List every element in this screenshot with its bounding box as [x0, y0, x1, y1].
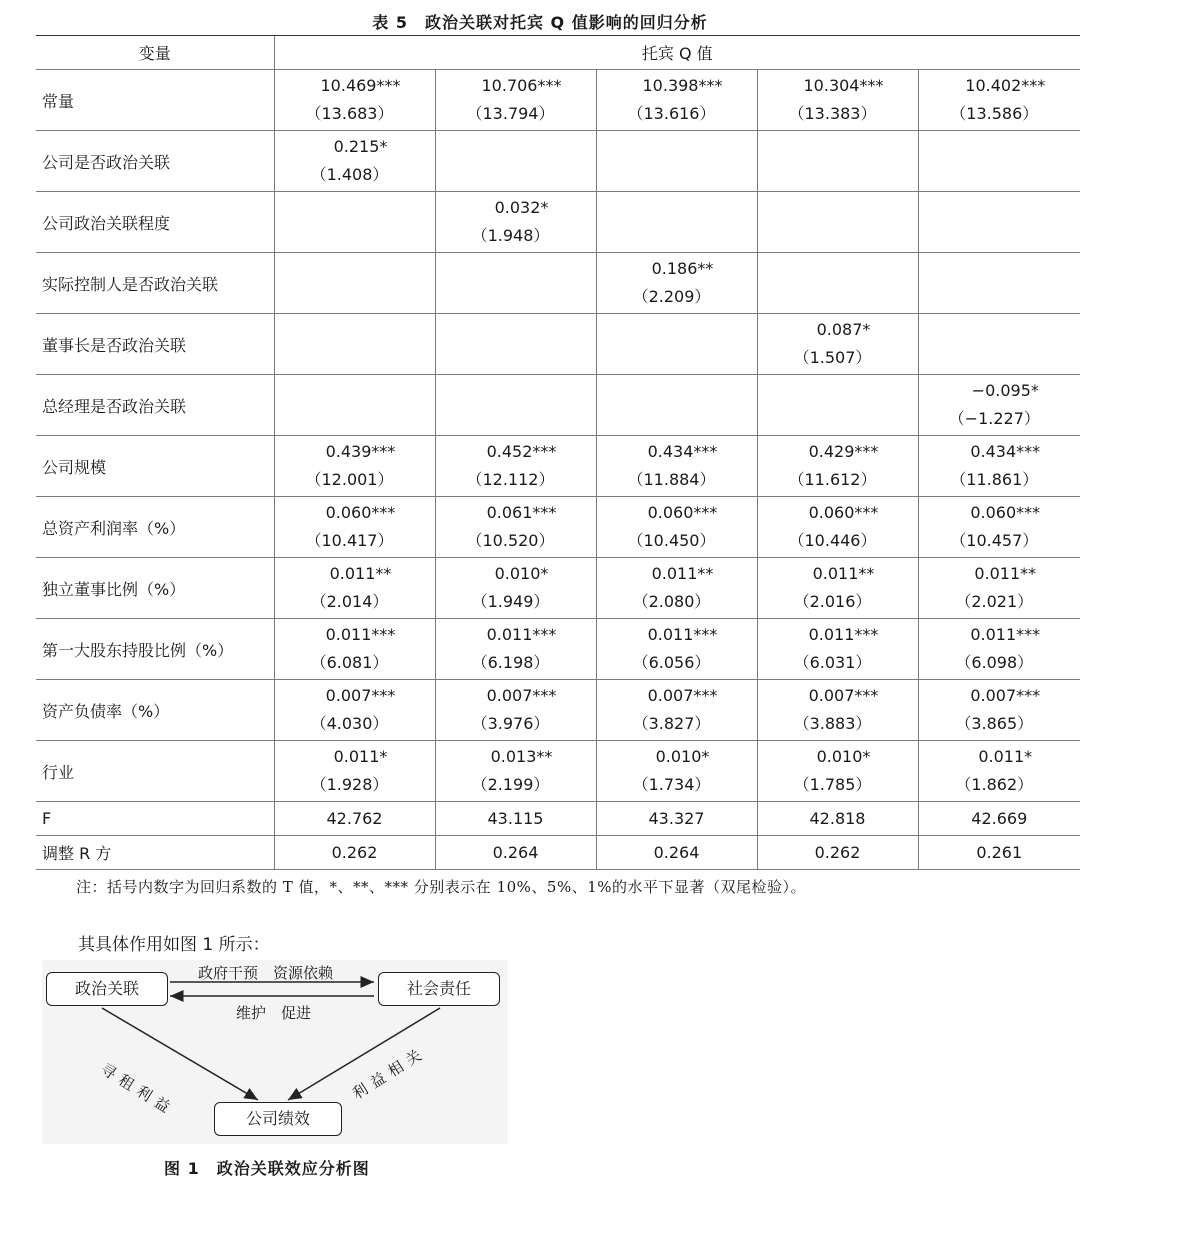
coefficient-value: 0.011*** — [647, 625, 718, 644]
table-row — [36, 680, 1080, 741]
stat-row — [36, 802, 1080, 836]
coefficient-cell — [274, 436, 435, 497]
coefficient-value: 0.010* — [494, 564, 549, 583]
variable-label: 第一大股东持股比例（%） — [36, 619, 274, 680]
t-value: （2.080） — [632, 592, 711, 611]
stat-value: 43.327 — [596, 802, 757, 836]
regression-table — [36, 35, 1080, 870]
coefficient-cell — [596, 436, 757, 497]
t-value: （10.520） — [466, 531, 555, 550]
variable-label: 总资产利润率（%） — [36, 497, 274, 558]
coefficient-value: 0.011* — [978, 747, 1033, 766]
variable-label: 总经理是否政治关联 — [36, 375, 274, 436]
t-value: （6.081） — [310, 653, 389, 672]
coefficient-cell — [918, 131, 1080, 192]
coefficient-cell — [274, 253, 435, 314]
t-value: （13.383） — [788, 104, 877, 123]
coefficient-value: 10.402*** — [965, 76, 1046, 95]
coefficient-value: 10.706*** — [481, 76, 562, 95]
stat-label: F — [36, 802, 274, 836]
coefficient-value: 0.439*** — [325, 442, 396, 461]
intro-text: 其具体作用如图 1 所示： — [78, 935, 270, 955]
coefficient-value: 0.011** — [812, 564, 875, 583]
variable-label: 董事长是否政治关联 — [36, 314, 274, 375]
coefficient-value: 0.032* — [494, 198, 549, 217]
coefficient-cell — [435, 192, 596, 253]
coefficient-cell — [596, 680, 757, 741]
variable-label: 资产负债率（%） — [36, 680, 274, 741]
stat-value: 0.262 — [274, 836, 435, 870]
coefficient-cell — [918, 497, 1080, 558]
coefficient-value: 0.013** — [490, 747, 553, 766]
label-stakeholder: 利益相关 — [349, 1043, 430, 1103]
t-value: （11.884） — [627, 470, 716, 489]
figure-caption: 图 1 政治关联效应分析图 — [164, 1159, 370, 1178]
t-value: （2.021） — [955, 592, 1034, 611]
t-value: （12.001） — [305, 470, 394, 489]
coefficient-cell — [435, 741, 596, 802]
t-value: （13.794） — [466, 104, 555, 123]
coefficient-value: 0.434*** — [970, 442, 1041, 461]
stat-value: 0.262 — [757, 836, 918, 870]
coefficient-cell — [435, 314, 596, 375]
coefficient-cell — [596, 253, 757, 314]
table-row — [36, 131, 1080, 192]
coefficient-cell — [918, 680, 1080, 741]
label-maintain-promote: 维护 促进 — [236, 1004, 312, 1022]
coefficient-value: 10.469*** — [320, 76, 401, 95]
coefficient-value: 0.010* — [655, 747, 710, 766]
t-value: （3.883） — [793, 714, 872, 733]
coefficient-cell — [435, 70, 596, 131]
coefficient-value: 0.007*** — [808, 686, 879, 705]
coefficient-cell — [757, 436, 918, 497]
coefficient-cell — [757, 253, 918, 314]
coefficient-cell — [918, 741, 1080, 802]
stat-value: 42.818 — [757, 802, 918, 836]
coefficient-cell — [274, 497, 435, 558]
table-row — [36, 558, 1080, 619]
t-value: （10.450） — [627, 531, 716, 550]
coefficient-value: 0.010* — [816, 747, 871, 766]
coefficient-value: 0.011* — [333, 747, 388, 766]
coefficient-value: 0.011** — [651, 564, 714, 583]
stat-value: 42.762 — [274, 802, 435, 836]
variable-label: 行业 — [36, 741, 274, 802]
variable-label: 公司规模 — [36, 436, 274, 497]
coefficient-cell — [435, 131, 596, 192]
coefficient-cell — [274, 192, 435, 253]
t-value: （11.861） — [950, 470, 1039, 489]
t-value: （2.209） — [632, 287, 711, 306]
coefficient-value: 0.061*** — [486, 503, 557, 522]
coefficient-cell — [757, 192, 918, 253]
coefficient-cell — [757, 131, 918, 192]
stat-value: 0.261 — [918, 836, 1080, 870]
coefficient-cell — [596, 497, 757, 558]
table-row — [36, 497, 1080, 558]
t-value: （6.031） — [793, 653, 872, 672]
coefficient-cell — [274, 131, 435, 192]
coefficient-value: 10.304*** — [803, 76, 884, 95]
coefficient-cell — [274, 619, 435, 680]
stat-value: 0.264 — [435, 836, 596, 870]
coefficient-value: 10.398*** — [642, 76, 723, 95]
coefficient-value: 0.452*** — [486, 442, 557, 461]
coefficient-cell — [274, 558, 435, 619]
table-note: 注：括号内数字为回归系数的 T 值，*、**、*** 分别表示在 10%、5%、1%的水平下显著（双尾检验）。 — [76, 878, 807, 896]
coefficient-cell — [596, 192, 757, 253]
t-value: （1.862） — [955, 775, 1034, 794]
variable-label: 实际控制人是否政治关联 — [36, 253, 274, 314]
coefficient-cell — [918, 314, 1080, 375]
node-political-connection: 政治关联 — [46, 972, 168, 1006]
table-row — [36, 436, 1080, 497]
table-row — [36, 192, 1080, 253]
coefficient-cell — [435, 436, 596, 497]
coefficient-value: −0.095* — [971, 381, 1039, 400]
coefficient-cell — [918, 375, 1080, 436]
coefficient-value: 0.011** — [329, 564, 392, 583]
t-value: （13.586） — [950, 104, 1039, 123]
coefficient-cell — [757, 375, 918, 436]
t-value: （13.683） — [305, 104, 394, 123]
stat-value: 42.669 — [918, 802, 1080, 836]
table-row — [36, 253, 1080, 314]
label-rent-seeking: 寻租利益 — [97, 1059, 179, 1120]
coefficient-cell — [757, 680, 918, 741]
table-row — [36, 741, 1080, 802]
coefficient-cell — [757, 70, 918, 131]
t-value: （3.976） — [471, 714, 550, 733]
variable-label: 公司政治关联程度 — [36, 192, 274, 253]
coefficient-value: 0.011*** — [970, 625, 1041, 644]
t-value: （10.446） — [788, 531, 877, 550]
coefficient-cell — [918, 436, 1080, 497]
t-value: （2.014） — [310, 592, 389, 611]
coefficient-value: 0.007*** — [486, 686, 557, 705]
coefficient-cell — [596, 741, 757, 802]
coefficient-cell — [918, 192, 1080, 253]
variable-label: 独立董事比例（%） — [36, 558, 274, 619]
coefficient-cell — [757, 619, 918, 680]
node-company-performance: 公司绩效 — [214, 1102, 342, 1136]
t-value: （11.612） — [788, 470, 877, 489]
t-value: （1.408） — [310, 165, 389, 184]
coefficient-value: 0.007*** — [647, 686, 718, 705]
table-row — [36, 70, 1080, 131]
stat-value: 0.264 — [596, 836, 757, 870]
coefficient-cell — [274, 375, 435, 436]
coefficient-cell — [435, 497, 596, 558]
coefficient-value: 0.011*** — [486, 625, 557, 644]
coefficient-cell — [918, 253, 1080, 314]
coefficient-cell — [435, 680, 596, 741]
coefficient-value: 0.060*** — [970, 503, 1041, 522]
coefficient-cell — [757, 314, 918, 375]
coefficient-cell — [757, 497, 918, 558]
coefficient-cell — [918, 558, 1080, 619]
t-value: （1.928） — [310, 775, 389, 794]
coefficient-cell — [274, 741, 435, 802]
coefficient-cell — [274, 314, 435, 375]
coefficient-cell — [757, 558, 918, 619]
header-dependent-variable: 托宾 Q 值 — [274, 36, 1080, 70]
coefficient-cell — [435, 619, 596, 680]
table-row — [36, 619, 1080, 680]
coefficient-value: 0.186** — [651, 259, 714, 278]
t-value: （1.785） — [793, 775, 872, 794]
coefficient-value: 0.007*** — [325, 686, 396, 705]
t-value: （6.056） — [632, 653, 711, 672]
variable-label: 公司是否政治关联 — [36, 131, 274, 192]
coefficient-value: 0.087* — [816, 320, 871, 339]
t-value: （13.616） — [627, 104, 716, 123]
coefficient-value: 0.429*** — [808, 442, 879, 461]
political-connection-diagram — [42, 960, 508, 1144]
t-value: （12.112） — [466, 470, 555, 489]
coefficient-value: 0.215* — [333, 137, 388, 156]
coefficient-cell — [596, 619, 757, 680]
t-value: （1.948） — [471, 226, 550, 245]
header-variable: 变量 — [36, 36, 274, 70]
coefficient-cell — [918, 70, 1080, 131]
coefficient-cell — [918, 619, 1080, 680]
t-value: （3.827） — [632, 714, 711, 733]
table-title: 表 5 政治关联对托宾 Q 值影响的回归分析 — [372, 13, 708, 32]
stat-label: 调整 R 方 — [36, 836, 274, 870]
stat-row — [36, 836, 1080, 870]
t-value: （6.098） — [955, 653, 1034, 672]
t-value: （−1.227） — [948, 409, 1040, 428]
coefficient-cell — [596, 375, 757, 436]
t-value: （2.199） — [471, 775, 550, 794]
coefficient-cell — [435, 375, 596, 436]
table-row — [36, 314, 1080, 375]
t-value: （10.417） — [305, 531, 394, 550]
coefficient-cell — [596, 131, 757, 192]
coefficient-value: 0.011** — [974, 564, 1037, 583]
coefficient-value: 0.434*** — [647, 442, 718, 461]
t-value: （1.734） — [632, 775, 711, 794]
coefficient-cell — [596, 70, 757, 131]
coefficient-value: 0.060*** — [325, 503, 396, 522]
stat-value: 43.115 — [435, 802, 596, 836]
coefficient-cell — [274, 70, 435, 131]
t-value: （4.030） — [310, 714, 389, 733]
node-social-responsibility: 社会责任 — [378, 972, 500, 1006]
t-value: （10.457） — [950, 531, 1039, 550]
coefficient-value: 0.011*** — [808, 625, 879, 644]
coefficient-cell — [596, 558, 757, 619]
coefficient-cell — [757, 741, 918, 802]
t-value: （1.949） — [471, 592, 550, 611]
t-value: （3.865） — [955, 714, 1034, 733]
coefficient-cell — [435, 558, 596, 619]
coefficient-value: 0.007*** — [970, 686, 1041, 705]
t-value: （2.016） — [793, 592, 872, 611]
coefficient-value: 0.060*** — [647, 503, 718, 522]
label-government-intervention: 政府干预 资源依赖 — [198, 964, 334, 982]
coefficient-cell — [274, 680, 435, 741]
t-value: （6.198） — [471, 653, 550, 672]
coefficient-value: 0.060*** — [808, 503, 879, 522]
table-row — [36, 375, 1080, 436]
coefficient-cell — [596, 314, 757, 375]
coefficient-cell — [435, 253, 596, 314]
coefficient-value: 0.011*** — [325, 625, 396, 644]
variable-label: 常量 — [36, 70, 274, 131]
t-value: （1.507） — [793, 348, 872, 367]
